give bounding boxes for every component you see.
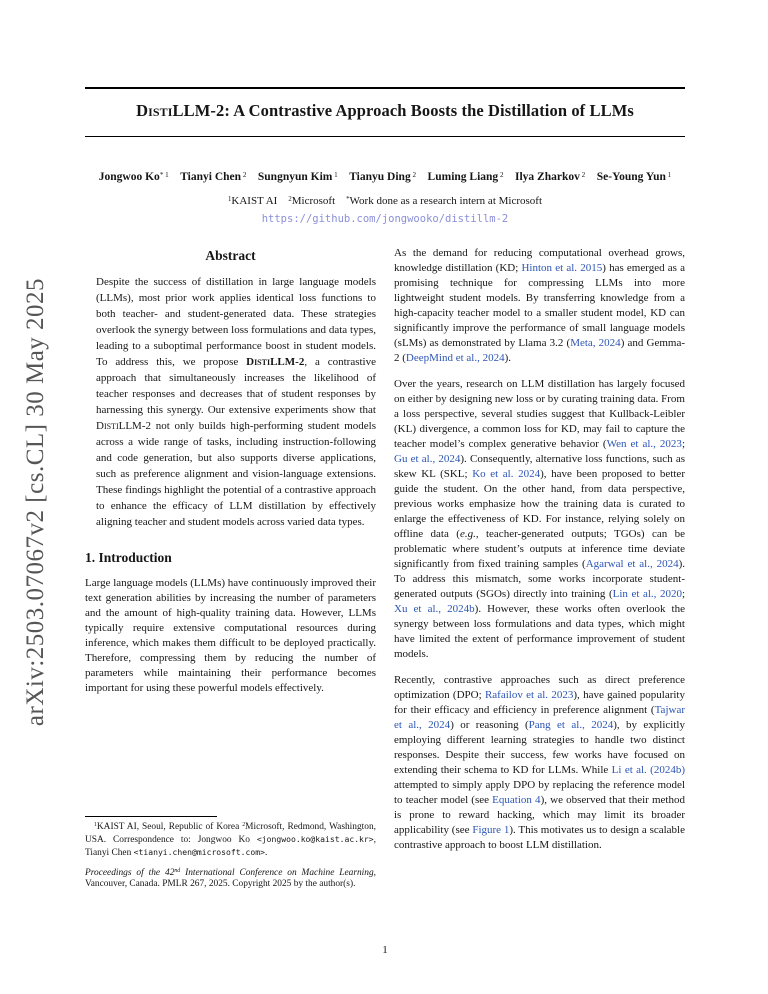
text-run: ). bbox=[504, 352, 512, 364]
citation-link[interactable]: Wen et al., 2023 bbox=[606, 438, 682, 450]
text-run: , teacher-generated outputs; TGOs) can be problematic where student’s outputs at inference time deviate significantly from fixed training samples ( bbox=[394, 528, 686, 570]
text-run: nd bbox=[174, 867, 181, 874]
text-run bbox=[246, 171, 258, 183]
text-run: Proceedings of the bbox=[85, 867, 165, 878]
text-run: ) or reasoning ( bbox=[450, 719, 529, 731]
text-run: ). To address this mismatch, some works incorporate student-generated outputs (SGOs) directly into training ( bbox=[394, 558, 685, 600]
citation-link[interactable]: DeepMind et al., 2024 bbox=[405, 352, 505, 364]
title-rule-top bbox=[85, 87, 685, 89]
text-run: * bbox=[346, 195, 350, 203]
text-run: ). Consequently, alternative loss functions, such as skew KL (SKL; bbox=[394, 453, 685, 480]
text-run: Se-Young Yun bbox=[596, 171, 666, 183]
citation-link[interactable]: Ko et al. 2024 bbox=[472, 468, 541, 480]
citation-link[interactable]: Xu et al., 2024b bbox=[394, 603, 475, 615]
text-run: 2 bbox=[410, 170, 417, 179]
text-run: ; bbox=[681, 588, 686, 600]
citation-link[interactable]: Figure 1 bbox=[472, 824, 510, 836]
paper-title bbox=[85, 101, 685, 121]
text-run: ), have been proposed to better guide the student. On the other hand, from data perspective, previous works emphasize how the training data is curated to enlarge the effectiveness of KD. For instance, relying solely on offline data ( bbox=[394, 468, 685, 540]
text-run bbox=[585, 171, 597, 183]
text-run: ), by explicitly employing different learning strategies to handle two distinct responses. Despite their success, few works have focused on extending their schema to KD for LLMs. While bbox=[394, 719, 685, 776]
text-run: Disti bbox=[136, 101, 173, 120]
text-run: 2 bbox=[288, 195, 292, 203]
text-run: 1 bbox=[94, 822, 97, 829]
citation-link[interactable]: Gu et al., 2024 bbox=[394, 453, 461, 465]
text-run: ). However, these works often overlook the synergy between loss formulations and data types, which might have limited the extent of performance improvement of student models. bbox=[394, 603, 685, 660]
text-run: KAIST AI, Seoul, Republic of Korea bbox=[96, 821, 243, 832]
text-run: ). This motivates us to design a scalable contrastive approach to boost LLM distillation. bbox=[394, 824, 685, 851]
citation-link[interactable]: Tajwar et al., 2024 bbox=[394, 704, 685, 731]
text-run: Work done as a research intern at Microsoft bbox=[349, 195, 543, 207]
text-run: Microsoft, Redmond, Washington, USA. Correspondence to: Jongwoo Ko bbox=[85, 821, 376, 845]
text-run: International Conference on Machine Learning bbox=[180, 867, 374, 878]
arxiv-watermark: arXiv:2503.07067v2 [cs.CL] 30 May 2025 bbox=[22, 277, 49, 727]
text-run: LLM-2: A Contrastive Approach Boosts the Distillation of LLMs bbox=[172, 101, 634, 120]
text-run: 2 bbox=[241, 170, 247, 179]
text-run: . bbox=[264, 847, 268, 858]
text-run: Microsoft bbox=[291, 195, 347, 207]
footnote-affiliations bbox=[85, 822, 376, 860]
email-text: <tianyi.chen@microsoft.com> bbox=[133, 846, 265, 857]
citation-link[interactable]: Pang et al., 2024 bbox=[528, 719, 614, 731]
affiliations-line bbox=[85, 195, 685, 207]
footnote-rule bbox=[85, 816, 217, 817]
text-run: 2 bbox=[498, 170, 504, 179]
introduction-heading: 1. Introduction bbox=[85, 550, 172, 565]
text-run: 2 bbox=[242, 822, 246, 829]
text-run bbox=[504, 171, 516, 183]
text-run: 1 bbox=[665, 170, 672, 179]
github-link[interactable]: https://github.com/jongwooko/distillm-2 bbox=[261, 213, 509, 225]
text-run: Over the years, research on LLM distillation has largely focused on either by designing new loss or by curating training data. From a loss perspective, several studies suggest that Kullback-Leibler (KL) divergence, a common loss for KD, may fail to capture the teacher model’s complex generative behavior ( bbox=[394, 378, 685, 450]
text-run: Disti bbox=[246, 356, 271, 368]
text-run: ), we observed that their method is prone to reward hacking, which may limit its broader applicability (see bbox=[394, 794, 685, 836]
text-run: LLM-2 bbox=[270, 356, 305, 368]
introduction-paragraph bbox=[85, 576, 376, 696]
abstract-text bbox=[85, 274, 376, 530]
text-run: , Vancouver, Canada. PMLR 267, 2025. Copyright 2025 by the author(s). bbox=[85, 867, 376, 890]
citation-link[interactable]: Rafailov et al. 2023 bbox=[484, 689, 574, 701]
page-number: 1 bbox=[382, 944, 388, 956]
citation-link[interactable]: Agarwal et al., 2024 bbox=[585, 558, 679, 570]
text-run: 1 bbox=[332, 170, 338, 179]
text-run: ) and Gemma-2 ( bbox=[394, 337, 686, 364]
text-run: LLM-2 not only builds high-performing student models across a wide range of tasks, including instruction-following and code generation, but also supports diverse applications, such as preference alignment and vision-language extensions. These findings highlight the potential of a contrastive approach to enhance the efficacy of LLM distillation by effectively aligning teacher and student models across varied data types. bbox=[96, 420, 376, 528]
text-run bbox=[169, 171, 181, 183]
citation-link[interactable]: Hinton et al. 2015 bbox=[521, 262, 603, 274]
text-run bbox=[338, 171, 350, 183]
text-run: ), have gained popularity for their efficacy and efficiency in preference alignment ( bbox=[394, 689, 685, 716]
footnote-block bbox=[85, 816, 376, 899]
citation-link[interactable]: Lin et al., 2020 bbox=[612, 588, 682, 600]
text-run: Tianyi Chen bbox=[180, 171, 242, 183]
body-paragraph-1 bbox=[394, 246, 685, 366]
text-run: Tianyu Ding bbox=[349, 171, 411, 183]
text-run: Disti bbox=[96, 420, 119, 432]
text-run: ) has emerged as a promising technique for compressing LLMs into more lightweight student models. By transferring knowledge from a high-capacity teacher model to a smaller student model, KD can significantly improve the performance of small language models (sLMs) as demonstrated by Llama 3.2 ( bbox=[394, 262, 685, 349]
text-run: Large language models (LLMs) have continuously improved their text generation abilities by increasing the number of parameters and the amount of high-quality training data. However, LLMs typically require extensive computational resources during inference, which makes them difficult to be deployed practically. Therefore, compressing them by reducing the number of parameters while maintaining their performance becomes important for using these powerful models effectively. bbox=[85, 577, 376, 694]
text-run: Ilya Zharkov bbox=[515, 171, 580, 183]
text-run: Recently, contrastive approaches such as direct preference optimization (DPO; bbox=[394, 674, 685, 701]
abstract-heading: Abstract bbox=[205, 248, 256, 263]
left-column bbox=[85, 246, 376, 707]
authors-line bbox=[50, 171, 720, 183]
text-run bbox=[416, 171, 428, 183]
text-run: Sungnyun Kim bbox=[257, 171, 333, 183]
text-run: , a contrastive approach that simultaneously increases the likelihood of teacher responses and decreases that of student responses by harnessing this synergy. Our extensive experiments show that bbox=[96, 356, 376, 416]
text-run: 1 bbox=[227, 195, 232, 203]
right-column bbox=[394, 246, 685, 864]
email-text: <jongwoo.ko@kaist.ac.kr> bbox=[256, 833, 374, 844]
body-paragraph-3 bbox=[394, 673, 685, 853]
text-run: Luming Liang bbox=[427, 171, 499, 183]
text-run: * 1 bbox=[159, 170, 169, 179]
text-run: 2 bbox=[579, 170, 586, 179]
text-run: As the demand for reducing computational overhead grows, knowledge distillation (KD; bbox=[394, 247, 685, 274]
text-run: KAIST AI bbox=[231, 195, 289, 207]
citation-link[interactable]: Li et al. (2024b) bbox=[611, 764, 686, 776]
body-paragraph-2 bbox=[394, 377, 685, 662]
text-run: Despite the success of distillation in large language models (LLMs), most prior work applies identical loss functions to both teacher- and student-generated data. These strategies overlook the synergy between loss formulations and data types, leading to a suboptimal performance boost in student models. To address this, we propose bbox=[96, 276, 376, 368]
text-run: Jongwoo Ko bbox=[98, 171, 160, 183]
footnote-proceedings bbox=[85, 868, 376, 892]
text-run: attempted to simply apply DPO by replacing the reference model to teacher model (see bbox=[394, 779, 685, 806]
text-run: e.g. bbox=[459, 528, 476, 540]
title-rule-bottom bbox=[85, 136, 685, 137]
text-run: , Tianyi Chen bbox=[85, 834, 376, 858]
citation-link[interactable]: Meta, 2024 bbox=[570, 337, 621, 349]
text-run: ; bbox=[681, 438, 685, 450]
citation-link[interactable]: Equation 4 bbox=[492, 794, 541, 806]
text-run: 42 bbox=[165, 867, 175, 878]
